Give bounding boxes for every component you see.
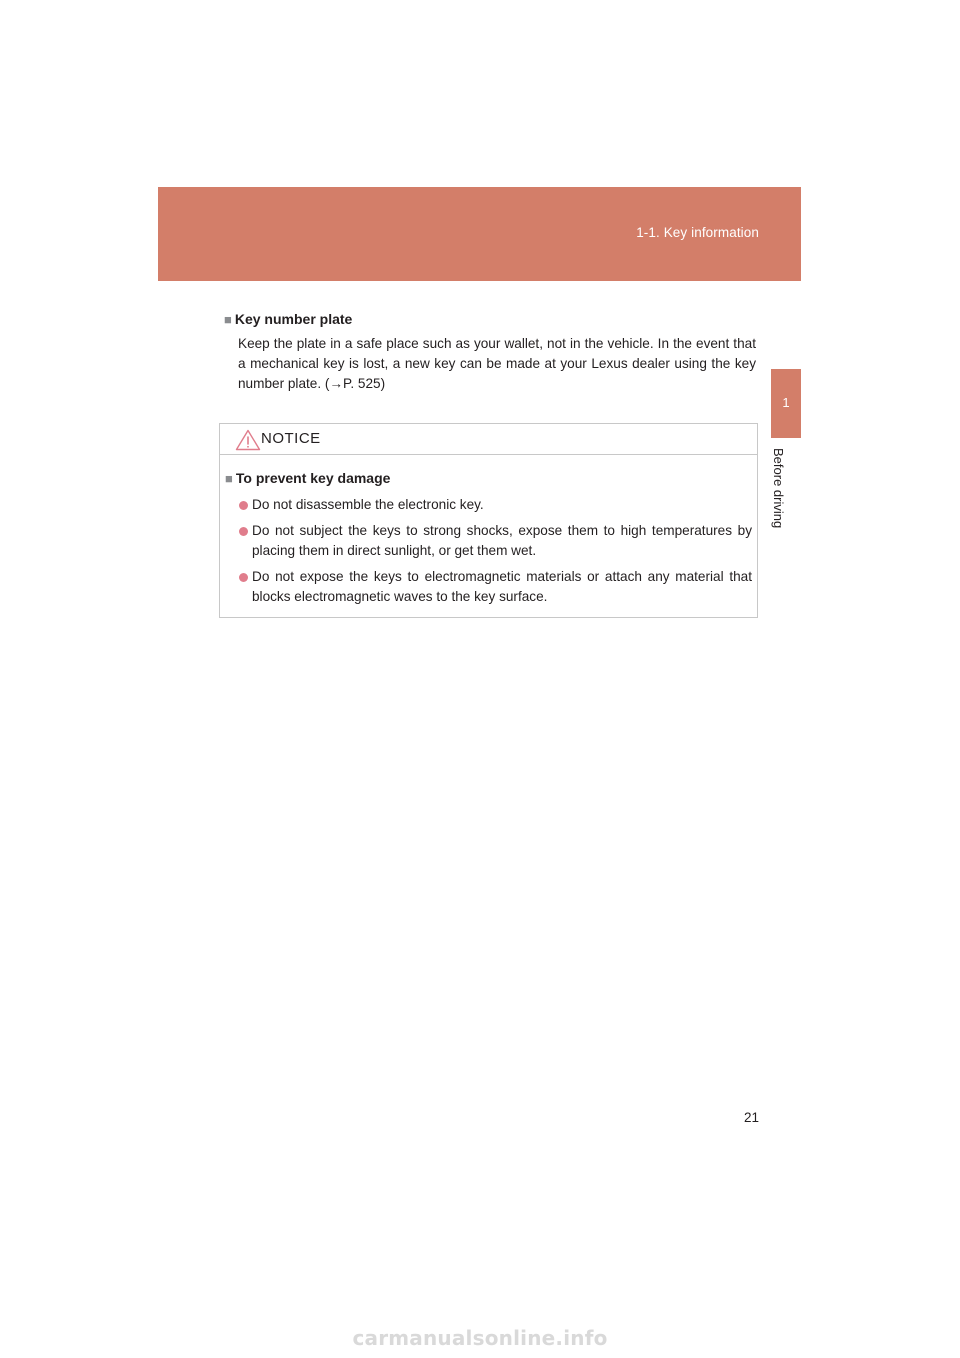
notice-item <box>225 567 752 607</box>
header-band <box>158 187 801 281</box>
notice-item <box>225 521 752 561</box>
warning-triangle-icon <box>235 429 261 451</box>
chapter-number: 1 <box>782 395 790 410</box>
notice-box <box>219 423 758 618</box>
notice-item-text: Do not disassemble the electronic key. <box>252 497 484 512</box>
notice-body <box>220 455 757 607</box>
notice-item-text: Do not expose the keys to electromagnetic materials or attach any material that blocks electromagnetic waves to the key surface. <box>252 569 752 604</box>
section-body: Keep the plate in a safe place such as your wallet, not in the vehicle. In the event that a mechanical key is lost, a new key can be made at your Lexus dealer using the key number plate. (→P. 525) <box>238 336 756 391</box>
bullet-dot-icon <box>239 501 248 510</box>
square-bullet-icon: ■ <box>224 312 232 327</box>
section-heading <box>224 309 756 330</box>
chapter-tab <box>771 369 801 438</box>
square-bullet-icon: ■ <box>225 471 233 486</box>
bullet-dot-icon <box>239 573 248 582</box>
notice-heading-text: To prevent key damage <box>235 470 391 486</box>
section-title: 1-1. Key information <box>636 225 759 240</box>
notice-item <box>225 495 752 515</box>
chapter-name: Before driving <box>771 448 786 529</box>
notice-title: NOTICE <box>261 430 321 447</box>
key-number-plate-section <box>224 309 756 394</box>
page-number: 21 <box>744 1110 760 1125</box>
bullet-dot-icon <box>239 527 248 536</box>
notice-heading <box>225 468 752 489</box>
notice-header <box>220 424 757 455</box>
section-heading-text: Key number plate <box>234 311 353 327</box>
notice-item-text: Do not subject the keys to strong shocks, expose them to high temperatures by placing them in direct sunlight, or get them wet. <box>252 523 752 558</box>
watermark: carmanualsonline.info <box>352 1326 608 1350</box>
